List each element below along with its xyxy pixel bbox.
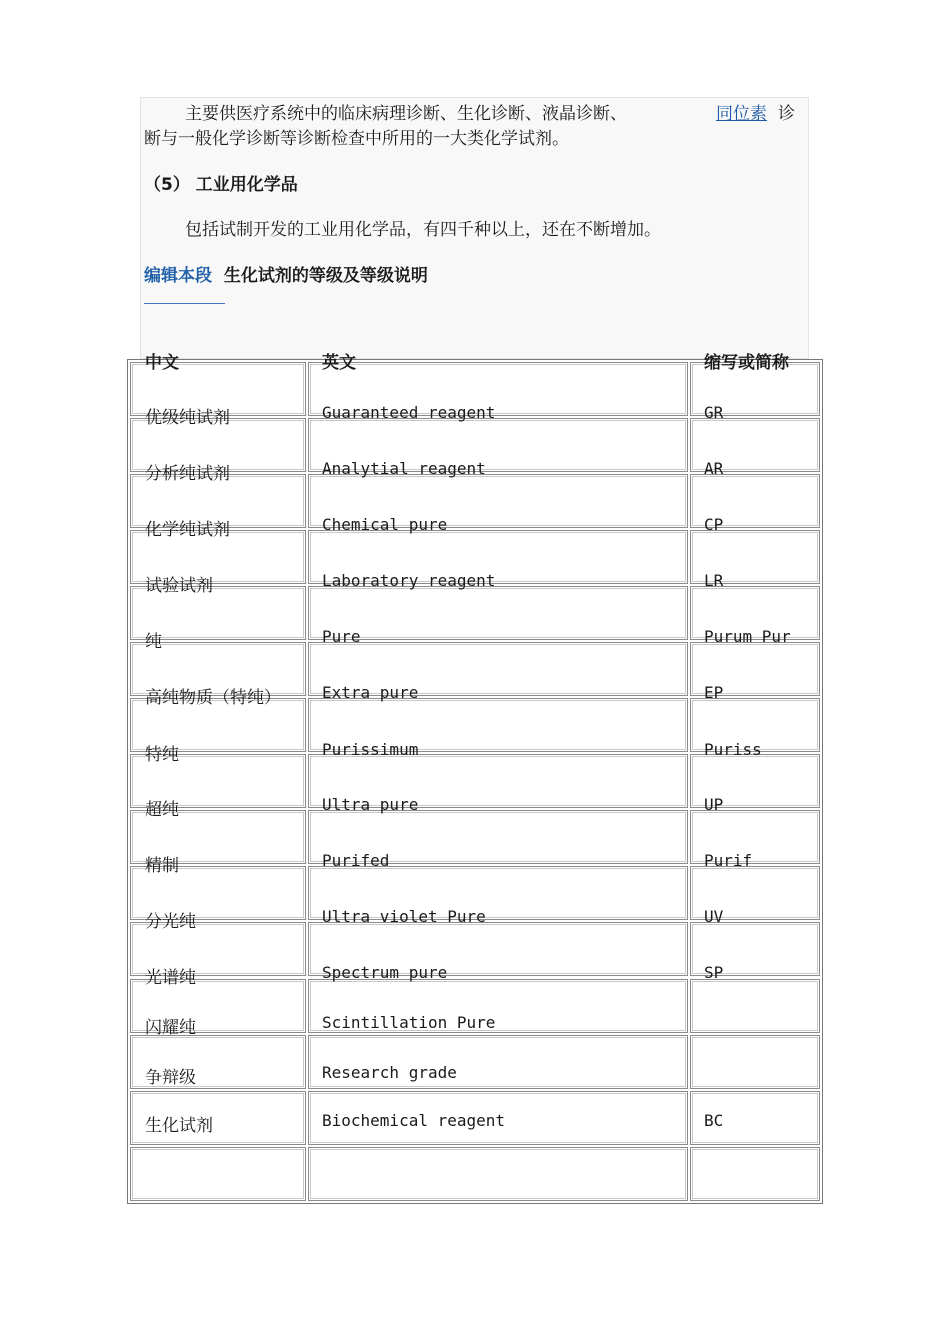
row-chinese: 分析纯试剂 [145,464,230,484]
row-english: Purifed [322,851,390,870]
row-chinese: 高纯物质（特纯） [145,688,281,708]
edit-section-link[interactable]: 编辑本段 [144,266,212,286]
row-english: Extra pure [322,683,419,702]
row-abbreviation: SP [704,963,724,982]
row-chinese: 纯 [145,632,162,652]
row-chinese: 闪耀纯 [145,1018,196,1038]
row-chinese: 超纯 [145,800,179,820]
row-english: Ultra violet Pure [322,907,486,926]
row-english: Scintillation Pure [322,1013,496,1032]
row-english: Laboratory reagent [322,571,496,590]
row-english: Research grade [322,1063,457,1082]
row-english: Analytial reagent [322,459,486,478]
row-chinese: 生化试剂 [145,1116,213,1136]
row-abbreviation: EP [704,683,724,702]
row-english: Chemical pure [322,515,448,534]
row-chinese: 分光纯 [145,912,196,932]
row-chinese: 争辩级 [145,1068,196,1088]
row-abbreviation: Purum Pur [704,627,791,646]
row-abbreviation: UV [704,907,724,926]
section-heading [144,264,428,288]
table-cell [690,1147,820,1201]
row-chinese: 化学纯试剂 [145,520,230,540]
table-header: 缩写或简称 [704,353,789,373]
table-cell [690,1035,820,1089]
section-5-body: 包括试制开发的工业用化学品，有四千种以上，还在不断增加。 [185,220,661,240]
row-chinese: 优级纯试剂 [145,408,230,428]
row-abbreviation: LR [704,571,724,590]
row-english: Spectrum pure [322,963,448,982]
section-5-title: （5） 工业用化学品 [144,175,298,195]
intro-line-1: 主要供医疗系统中的临床病理诊断、生化诊断、液晶诊断、 [185,104,627,124]
row-english: Purissimum [322,740,419,759]
row-chinese: 精制 [145,856,179,876]
table-cell [308,1147,688,1201]
row-chinese: 特纯 [145,745,179,765]
table-cell [308,586,688,640]
row-abbreviation: AR [704,459,724,478]
table-cell [690,979,820,1033]
row-abbreviation: UP [704,795,724,814]
row-english: Pure [322,627,361,646]
row-chinese: 光谱纯 [145,968,196,988]
row-abbreviation: Puriss [704,740,762,759]
row-abbreviation: GR [704,403,724,422]
row-abbreviation: Purif [704,851,753,870]
table-header: 英文 [322,353,356,373]
row-abbreviation: CP [704,515,724,534]
row-english: Biochemical reagent [322,1111,506,1130]
row-english: Guaranteed reagent [322,403,496,422]
table-header: 中文 [145,353,179,373]
section-heading-title: 生化试剂的等级及等级说明 [223,266,428,286]
row-english: Ultra pure [322,795,419,814]
heading-underline [144,303,225,304]
table-cell [130,1147,306,1201]
intro-line-2: 断与一般化学诊断等诊断检查中所用的一大类化学试剂。 [144,129,569,149]
intro-line-1-end: 诊 [778,104,795,124]
row-chinese: 试验试剂 [145,576,213,596]
isotope-link[interactable]: 同位素 [716,104,767,124]
row-abbreviation: BC [704,1111,724,1130]
